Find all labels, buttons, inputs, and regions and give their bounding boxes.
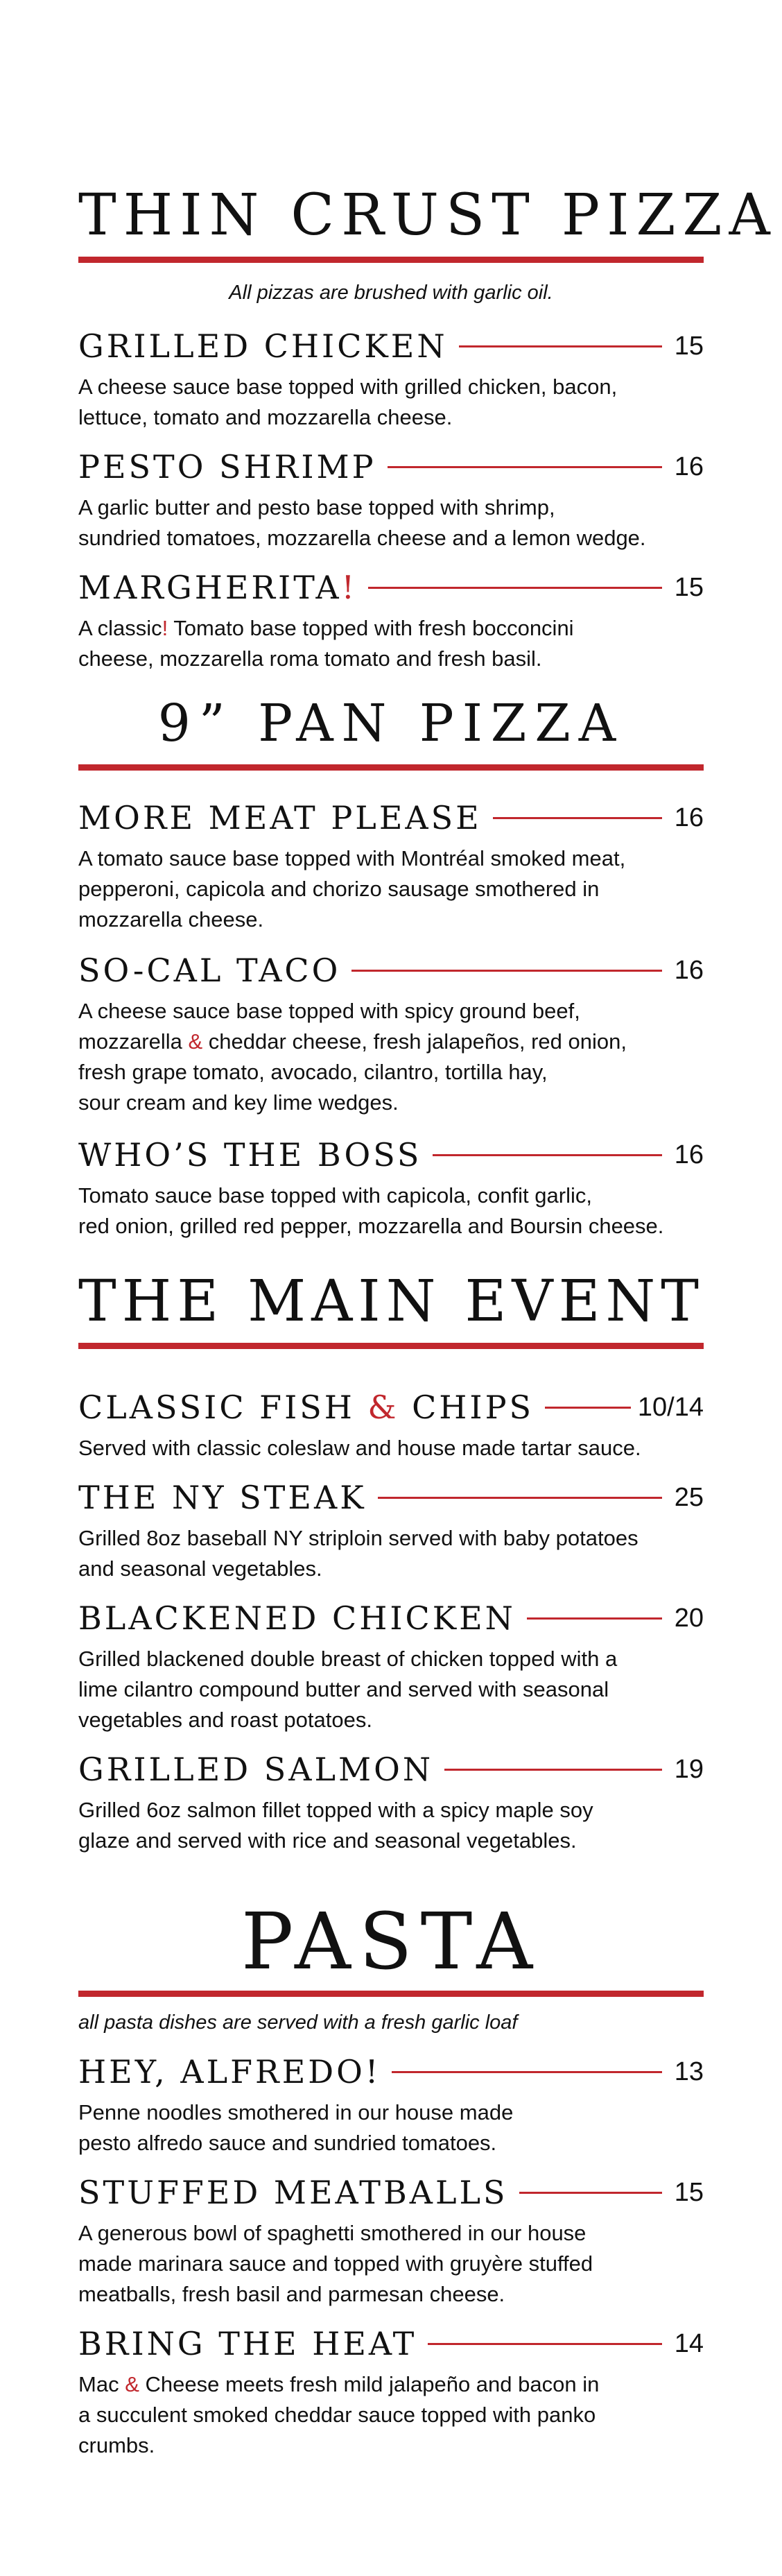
item-description: A generous bowl of spaghetti smothered in our house made marinara sauce and topped with gruyère stuffed meatballs, fresh basil and parmesan cheese. xyxy=(78,2221,593,2306)
section-note: all pasta dishes are served with a fresh garlic loaf xyxy=(78,2011,518,2034)
section-note: All pizzas are brushed with garlic oil. xyxy=(229,282,553,304)
item-price: 25 xyxy=(668,1484,704,1511)
section-rule xyxy=(78,257,704,263)
item-name: WHO’S THE BOSS xyxy=(78,1139,433,1171)
item-price: 16 xyxy=(668,805,704,831)
item-price: 15 xyxy=(668,574,704,601)
item-price: 15 xyxy=(668,2179,704,2206)
menu-item xyxy=(78,1751,704,1853)
item-name: MARGHERITA! xyxy=(78,572,368,603)
item-price: 14 xyxy=(668,2330,704,2357)
menu-item xyxy=(78,327,704,429)
section-title: THIN CRUST PIZZA xyxy=(78,182,777,248)
section-rule xyxy=(78,1991,704,1997)
menu-item xyxy=(78,952,704,1115)
menu-item xyxy=(78,799,704,931)
item-description: Grilled 8oz baseball NY striploin served with baby potatoes and seasonal vegetables. xyxy=(78,1526,638,1581)
menu-item xyxy=(78,569,704,671)
item-name: PESTO SHRIMP xyxy=(78,451,388,483)
item-price: 20 xyxy=(668,1605,704,1631)
item-price: 10/14 xyxy=(631,1394,704,1420)
item-description: Grilled 6oz salmon fillet topped with a spicy maple soy glaze and served with rice and seasonal vegetables. xyxy=(78,1798,593,1853)
item-price: 16 xyxy=(668,1142,704,1168)
menu-item xyxy=(78,2174,704,2306)
item-name: MORE MEAT PLEASE xyxy=(78,802,493,834)
item-description: A garlic butter and pesto base topped with shrimp, sundried tomatoes, mozzarella cheese and a lemon wedge. xyxy=(78,495,646,550)
section-title: 9” PAN PIZZA xyxy=(157,694,625,753)
item-description: Tomato sauce base topped with capicola, confit garlic, red onion, grilled red pepper, mozzarella and Boursin cheese. xyxy=(78,1183,664,1238)
menu-item xyxy=(78,1136,704,1238)
item-name: SO-CAL TACO xyxy=(78,954,351,986)
menu-item xyxy=(78,1479,704,1581)
item-description: A tomato sauce base topped with Montréal smoked meat, pepperoni, capicola and chorizo sausage smothered in mozzarella cheese. xyxy=(78,846,626,931)
item-description: A cheese sauce base topped with grilled chicken, bacon, lettuce, tomato and mozzarella cheese. xyxy=(78,375,618,429)
menu-item xyxy=(78,448,704,550)
item-description: Penne noodles smothered in our house made pesto alfredo sauce and sundried tomatoes. xyxy=(78,2100,514,2155)
item-price: 19 xyxy=(668,1756,704,1783)
item-name: HEY, ALFREDO! xyxy=(78,2056,392,2088)
item-description: Grilled blackened double breast of chicken topped with a lime cilantro compound butter and served with seasonal vegetables and roast potatoes. xyxy=(78,1647,618,1732)
item-name: STUFFED MEATBALLS xyxy=(78,2176,519,2208)
item-description: Served with classic coleslaw and house made tartar sauce. xyxy=(78,1436,641,1460)
section-rule xyxy=(78,764,704,771)
item-price: 16 xyxy=(668,454,704,480)
menu-item xyxy=(78,2325,704,2457)
item-name: BRING THE HEAT xyxy=(78,2328,428,2360)
section-rule xyxy=(78,1343,704,1349)
item-name: THE NY STEAK xyxy=(78,1482,378,1513)
item-price: 16 xyxy=(668,957,704,984)
item-description: A cheese sauce base topped with spicy ground beef, mozzarella & cheddar cheese, fresh jalapeños, red onion, fresh grape tomato, avocado, cilantro, tortilla hay, sour cream and key lime wedges. xyxy=(78,999,627,1115)
section-title: PASTA xyxy=(241,1897,541,1987)
menu-item xyxy=(78,1599,704,1732)
item-price: 13 xyxy=(668,2059,704,2085)
item-description: Mac & Cheese meets fresh mild jalapeño and bacon in a succulent smoked cheddar sauce topped with panko crumbs. xyxy=(78,2372,600,2457)
section-title: THE MAIN EVENT xyxy=(78,1269,704,1334)
item-name: BLACKENED CHICKEN xyxy=(78,1602,527,1634)
item-name: GRILLED CHICKEN xyxy=(78,330,459,362)
item-description: A classic! Tomato base topped with fresh bocconcini cheese, mozzarella roma tomato and fresh basil. xyxy=(78,616,574,671)
menu-item xyxy=(78,1389,704,1460)
item-name: GRILLED SALMON xyxy=(78,1753,444,1785)
item-name: CLASSIC FISH & CHIPS xyxy=(78,1391,545,1423)
menu-item xyxy=(78,2053,704,2155)
item-price: 15 xyxy=(668,333,704,359)
